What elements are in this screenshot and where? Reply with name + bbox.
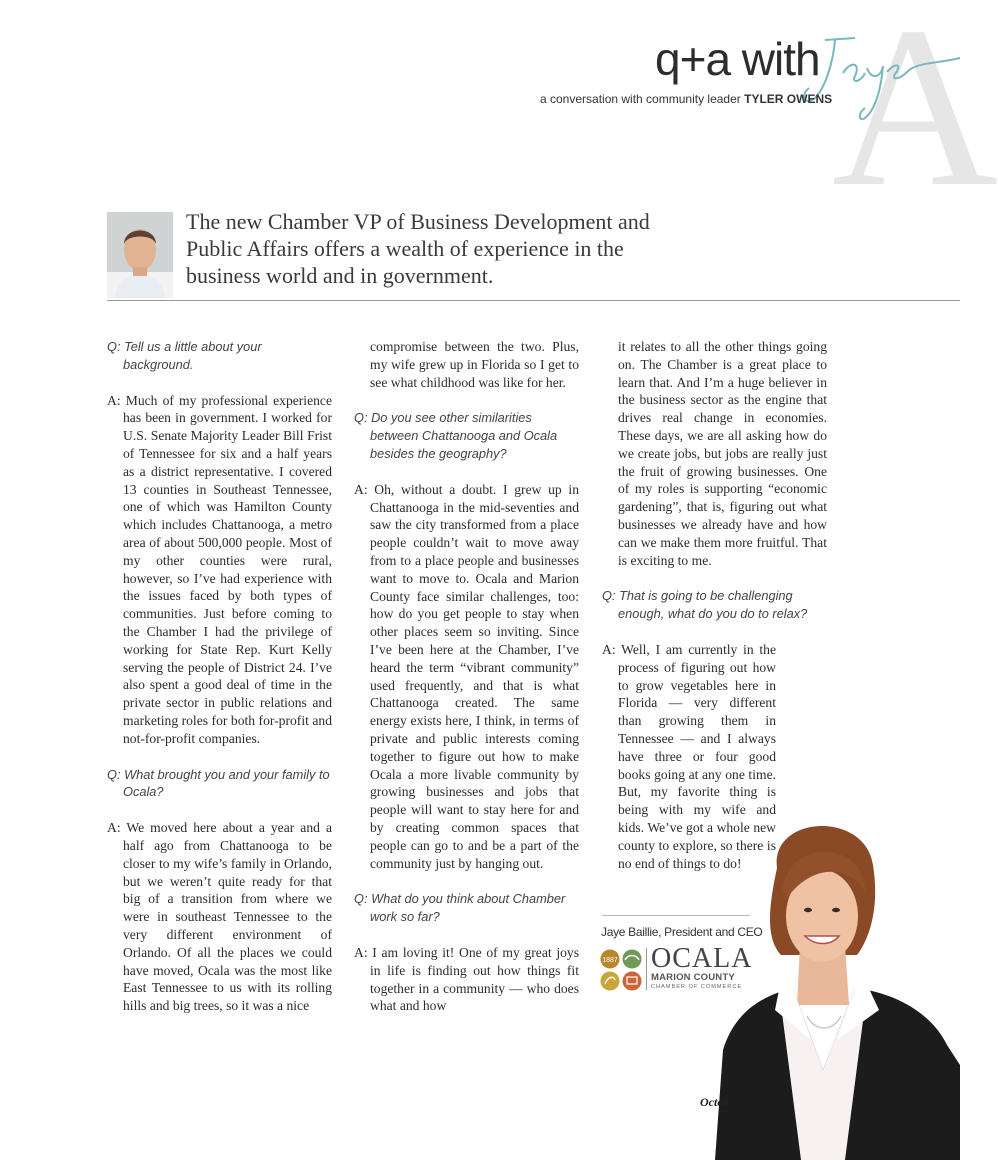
question-1: Q: Tell us a little about your background.	[107, 339, 262, 372]
jaye-baillie-portrait	[715, 820, 960, 1160]
page-folio: Octob	[700, 1095, 730, 1109]
question-2: Q: What brought you and your family to Ocala?	[107, 766, 330, 800]
section-divider	[107, 300, 960, 301]
decorative-drop-letter: A	[832, 0, 998, 234]
president-caption: Jaye Baillie, President and CEO	[601, 925, 763, 939]
question-5: Q: That is going to be challenging enough, what do you do to relax?	[602, 588, 808, 622]
jaye-signature	[795, 18, 960, 128]
answer-1: A: Much of my professional experience has been in government. I worked for U.S. Senate Majority Leader Bill Frist of Tennessee for six and a half years as a district representative. I covered 13 counties in Southeast Tennessee, one of which was Hamilton County which includes Chattanooga, a metro area of about 500,000 people. Most of my other counties were rural, however, so I’ve had experience with the issues faced by both types of communities. Just before coming to the Chamber I had the privilege of working for State Rep. Kurt Kelly serving the people of District 24. I’ve also spent a good deal of time in the private sector in public relations and marketing roles for both for-profit and not-for-profit companies.	[107, 392, 332, 746]
logo-ocala: OCALA	[651, 943, 753, 974]
answer-4: A: I am loving it! One of my great joys in life is finding out how things fit together in a community — who does what and how	[354, 944, 579, 1014]
question-4: Q: What do you think about Chamber work so far?	[354, 891, 566, 925]
column-subtitle	[540, 92, 832, 106]
tyler-owens-headshot	[107, 212, 173, 298]
text-column-1	[107, 338, 332, 1015]
subtitle-lead: a conversation with community leader	[540, 92, 741, 106]
text-column-2	[354, 338, 579, 1015]
text-column-3	[602, 338, 827, 872]
answer-5: A: Well, I am currently in the process of figuring out how to grow vegetables here in Florida — very different than growing them in Tennessee — and I always have three or four good books going at any one time. But, my favorite thing is being with my wife and kids. We’ve got a whole new county to explore, so there is no end of things to do!	[602, 641, 776, 871]
badge-year: 1887	[602, 957, 618, 964]
logo-chamber-of-commerce: CHAMBER OF COMMERCE	[651, 984, 743, 990]
logo-marion-county: MARION COUNTY	[651, 972, 735, 983]
intro-deck: The new Chamber VP of Business Development and Public Affairs offers a wealth of experience in the business world and in government.	[186, 209, 650, 288]
subtitle-name: TYLER OWENS	[744, 92, 833, 106]
answer-2: A: We moved here about a year and a half ago from Chattanooga to be closer to my wife’s family in Orlando, but we weren’t quite ready for that big of a transition from where we were in southeast Tennessee to the very different environment of Orlando. Of all the places we could have moved, Ocala was the most like East Tennessee to us with its rolling hills and big trees, so it was a nice	[107, 820, 332, 1014]
answer-4-continued: it relates to all the other things going on. The Chamber is a great place to learn that. And I’m a huge believer in the business sector as the engine that drives real change in economies. These days, we are all asking how do we create jobs, but jobs are really just the fruit of growing businesses. One of my roles is supporting “economic gardening”, that is, figuring out what businesses we already have and how can we make them more fruitful. That is exciting to me.	[618, 339, 827, 568]
logo-divider	[646, 948, 647, 990]
answer-3: A: Oh, without a doubt. I grew up in Chattanooga in the mid-seventies and saw the city transformed from a place people couldn’t wait to move away from to a place people and businesses want to move to. Ocala and Marion County face similar challenges, too: how do you get people to stay when other places seem so inviting. Since I’ve been here at the Chamber, I’ve heard the term “vibrant community” used frequently, and that is what Chattanooga created. The same energy exists here, I think, in terms of private and public interests coming together to figure out how to make Ocala a more livable community by growing businesses and jobs that people will want to stay here for and by creating common spaces that people can go to and be a part of the community just by hanging out.	[354, 481, 579, 871]
question-3: Q: Do you see other similarities between Chattanooga and Ocala besides the geography?	[354, 410, 558, 461]
chamber-badges-icon	[600, 948, 644, 992]
column-title: q+a with	[655, 33, 820, 85]
answer-2-continued: compromise between the two. Plus, my wife grew up in Florida so I get to see what childhood was like for her.	[370, 339, 579, 390]
